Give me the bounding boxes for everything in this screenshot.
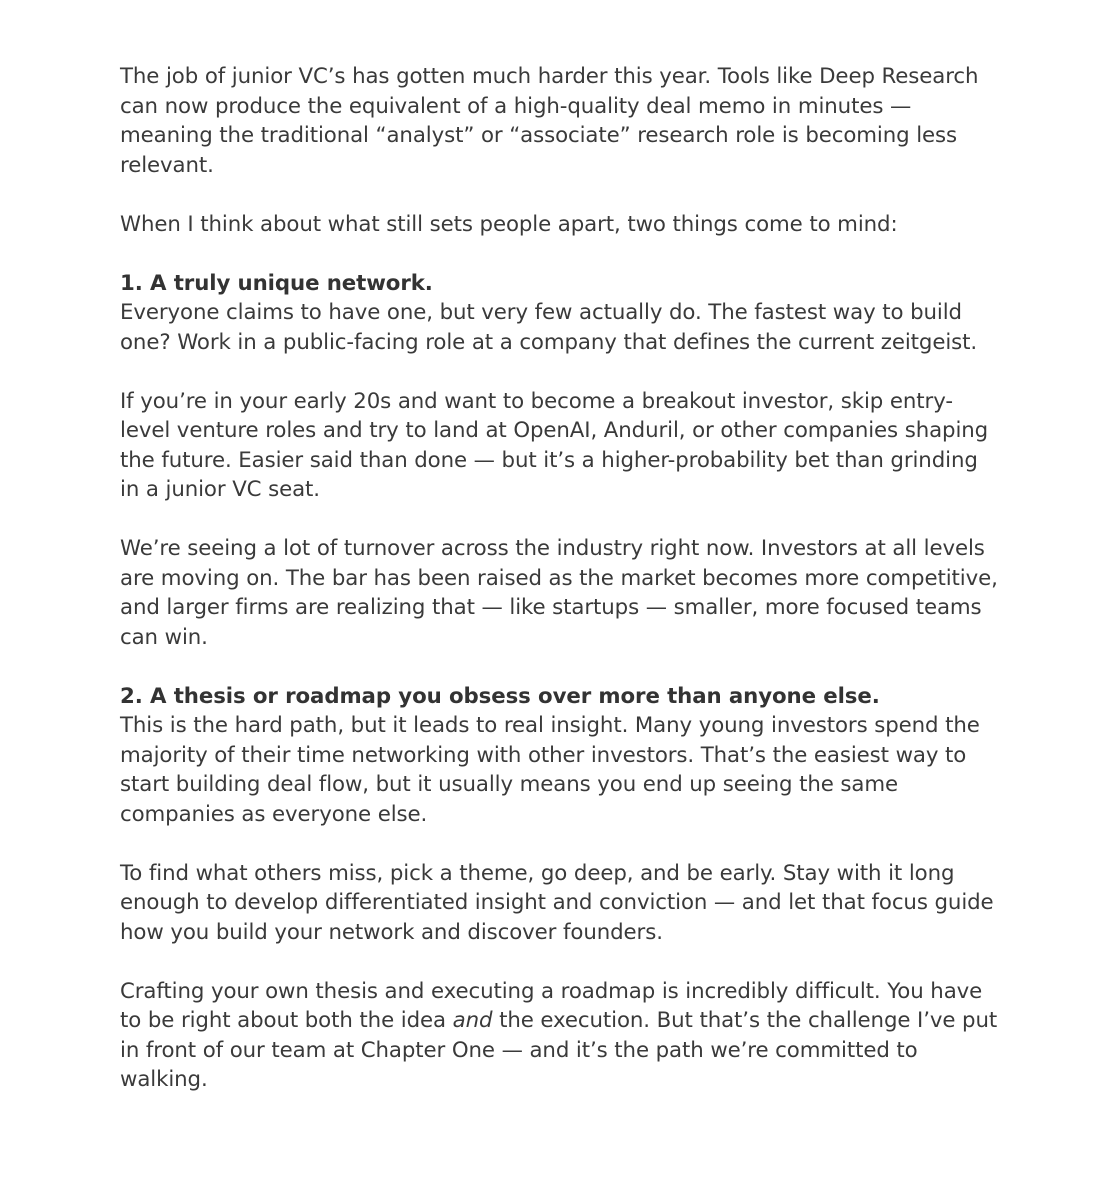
crafting-text-part2: the execution. But that’s the challenge I’ve put in front of our team at Chapter One — and it’s the path we’re committed to walking. [120,1008,998,1092]
paragraph-thesis: This is the hard path, but it leads to real insight. Many young investors spend the majority of their time networking with other investors. That’s the easiest way to start building deal flow, but it usually means you end up seeing the same companies as everyone else. [120,713,980,827]
paragraph-crafting-thesis [120,977,1000,1095]
paragraph-intro: The job of junior VC’s has gotten much harder this year. Tools like Deep Research can now produce the equivalent of a high-quality deal memo in minutes — meaning the traditional “analyst” or “associate” research role is becoming less relevant. [120,64,979,178]
section-thesis [120,682,1000,830]
section-network [120,269,1000,358]
crafting-emphasis: and [452,1008,493,1033]
paragraph-find-what-others-miss: To find what others miss, pick a theme, go deep, and be early. Stay with it long enough to develop differentiated insight and conviction — and let that focus guide how you build your network and discover founders. [120,860,994,945]
paragraph-turnover: We’re seeing a lot of turnover across the industry right now. Investors at all levels are moving on. The bar has been raised as the market becomes more competitive, and larger firms are realizing that — like startups — smaller, more focused teams can win. [120,536,998,650]
heading-network: 1. A truly unique network. [120,270,433,296]
paragraph-two-things: When I think about what still sets people apart, two things come to mind: [120,211,898,237]
post-body [120,62,1000,1124]
paragraph-early-20s: If you’re in your early 20s and want to become a breakout investor, skip entry-level venture roles and try to land at OpenAI, Anduril, or other companies shaping the future. Easier said than done — but it’s a higher-probability bet than grinding in a junior VC seat. [120,388,989,502]
paragraph-network: Everyone claims to have one, but very few actually do. The fastest way to build one? Work in a public-facing role at a company that defines the current zeitgeist. [120,300,978,355]
heading-thesis: 2. A thesis or roadmap you obsess over more than anyone else. [120,683,880,709]
crafting-text-part1: Crafting your own thesis and executing a roadmap is incredibly difficult. You have to be right about both the idea [120,978,983,1033]
